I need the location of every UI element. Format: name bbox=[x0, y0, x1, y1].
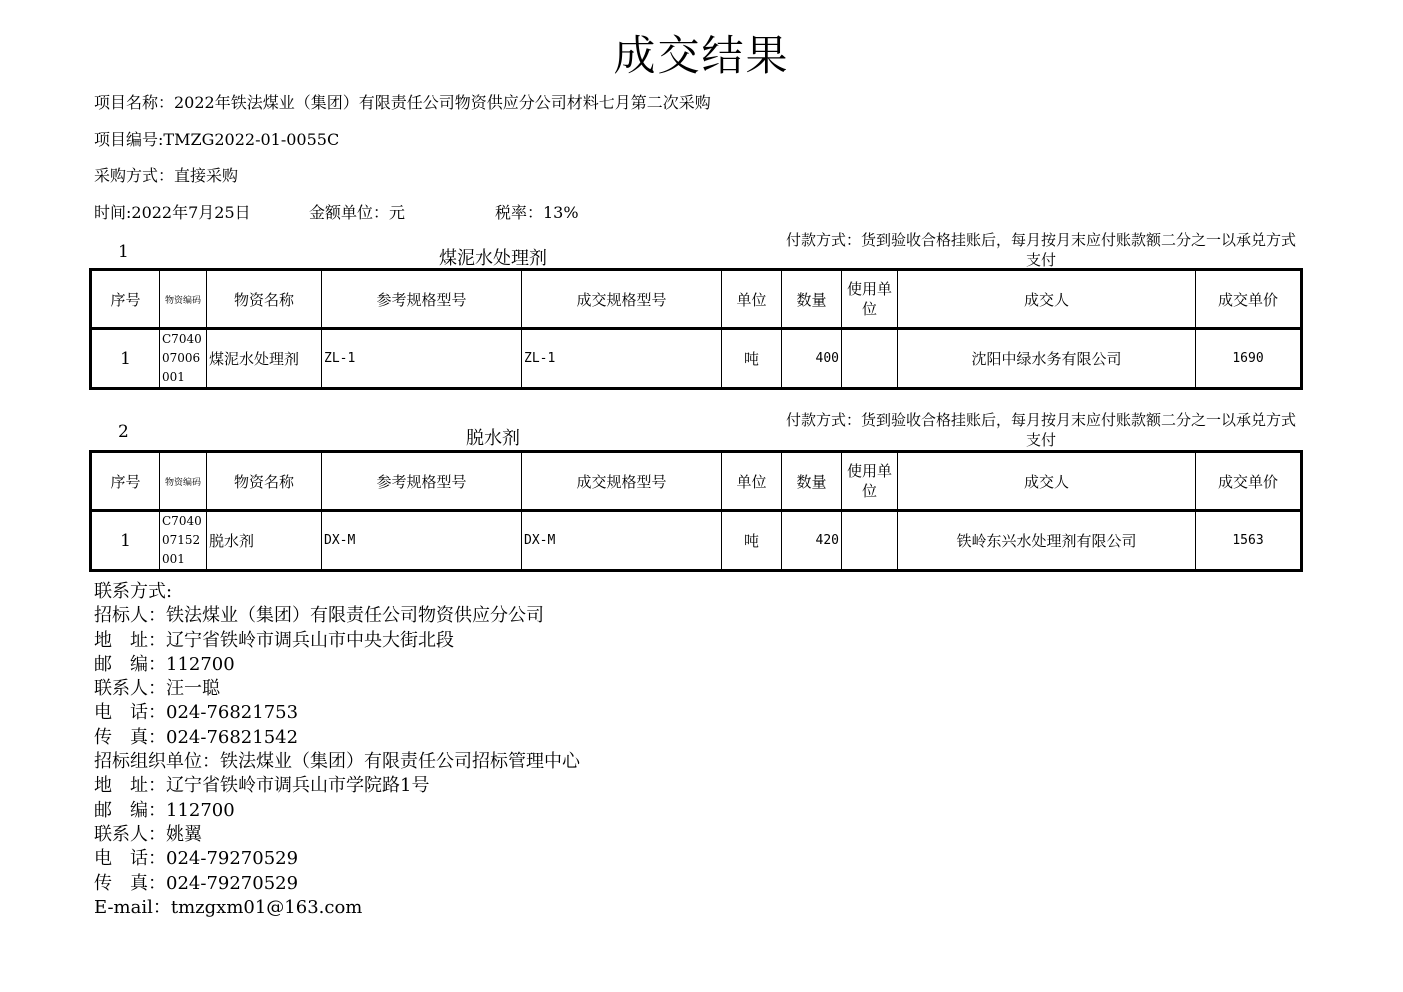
cell-unit: 吨 bbox=[722, 329, 782, 389]
payment-terms: 付款方式：货到验收合格挂账后，每月按月末应付账款额二分之一以承兑方式支付 bbox=[786, 411, 1297, 449]
contact-line: 联系人：姚翼 bbox=[94, 823, 202, 845]
cell-name: 煤泥水处理剂 bbox=[207, 329, 322, 389]
cell-ref-spec: DX-M bbox=[322, 511, 522, 571]
contact-line: 传 真：024-79270529 bbox=[94, 872, 299, 894]
contact-email: E-mail：tmzgxm01@163.com bbox=[94, 896, 363, 918]
cell-use-unit bbox=[842, 329, 898, 389]
cell-ref-spec: ZL-1 bbox=[322, 329, 522, 389]
contact-line: 电 话：024-76821753 bbox=[94, 702, 299, 724]
header-price: 成交单价 bbox=[1196, 270, 1302, 329]
contact-line: 传 真：024-76821542 bbox=[94, 726, 299, 748]
contact-line: 招标人：铁法煤业（集团）有限责任公司物资供应分公司 bbox=[94, 605, 544, 627]
cell-code: C704007006001 bbox=[160, 329, 207, 389]
contact-line: 邮 编：112700 bbox=[94, 799, 235, 821]
cell-name: 脱水剂 bbox=[207, 511, 322, 571]
header-winner: 成交人 bbox=[898, 452, 1196, 511]
header-ref-spec: 参考规格型号 bbox=[322, 452, 522, 511]
cell-price: 1690 bbox=[1196, 329, 1302, 389]
contact-line: 联系人：汪一聪 bbox=[94, 678, 220, 700]
project-number: 项目编号:TMZG2022-01-0055C bbox=[94, 130, 340, 149]
contact-block bbox=[94, 580, 580, 920]
contact-heading: 联系方式: bbox=[94, 581, 173, 602]
contact-line: 地 址：辽宁省铁岭市调兵山市学院路1号 bbox=[94, 775, 430, 797]
cell-qty: 420 bbox=[782, 511, 842, 571]
header-deal-spec: 成交规格型号 bbox=[522, 452, 722, 511]
section-title: 煤泥水处理剂 bbox=[439, 248, 547, 269]
header-qty: 数量 bbox=[782, 452, 842, 511]
cell-price: 1563 bbox=[1196, 511, 1302, 571]
header-code: 物资编码 bbox=[160, 452, 207, 511]
contact-line: 招标组织单位：铁法煤业（集团）有限责任公司招标管理中心 bbox=[94, 751, 580, 773]
contact-line: 地 址：辽宁省铁岭市调兵山市中央大街北段 bbox=[94, 629, 454, 651]
currency-unit: 金额单位：元 bbox=[309, 203, 406, 222]
section-title: 脱水剂 bbox=[466, 428, 520, 449]
cell-deal-spec: ZL-1 bbox=[522, 329, 722, 389]
cell-seq: 1 bbox=[91, 329, 160, 389]
header-winner: 成交人 bbox=[898, 270, 1196, 329]
header-use-unit: 使用单位 bbox=[842, 452, 898, 511]
cell-winner: 铁岭东兴水处理剂有限公司 bbox=[898, 511, 1196, 571]
result-table bbox=[89, 450, 1303, 572]
header-seq: 序号 bbox=[91, 452, 160, 511]
header-name: 物资名称 bbox=[207, 452, 322, 511]
contact-line: 电 话：024-79270529 bbox=[94, 848, 299, 870]
header-unit: 单位 bbox=[722, 270, 782, 329]
table-header-row bbox=[91, 452, 1302, 511]
cell-winner: 沈阳中绿水务有限公司 bbox=[898, 329, 1196, 389]
header-name: 物资名称 bbox=[207, 270, 322, 329]
table-row bbox=[91, 511, 1302, 571]
project-name: 项目名称：2022年铁法煤业（集团）有限责任公司物资供应分公司材料七月第二次采购 bbox=[94, 93, 711, 112]
cell-qty: 400 bbox=[782, 329, 842, 389]
cell-deal-spec: DX-M bbox=[522, 511, 722, 571]
header-deal-spec: 成交规格型号 bbox=[522, 270, 722, 329]
cell-code: C704007152001 bbox=[160, 511, 207, 571]
tax-rate: 税率：13% bbox=[495, 203, 579, 222]
section-number: 2 bbox=[118, 422, 129, 442]
cell-seq: 1 bbox=[91, 511, 160, 571]
section-number: 1 bbox=[118, 242, 129, 262]
result-table bbox=[89, 268, 1303, 390]
contact-line: 邮 编：112700 bbox=[94, 653, 235, 675]
header-code: 物资编码 bbox=[160, 270, 207, 329]
date: 时间:2022年7月25日 bbox=[94, 203, 251, 222]
cell-use-unit bbox=[842, 511, 898, 571]
table-row bbox=[91, 329, 1302, 389]
procurement-method: 采购方式：直接采购 bbox=[94, 166, 239, 185]
cell-unit: 吨 bbox=[722, 511, 782, 571]
header-ref-spec: 参考规格型号 bbox=[322, 270, 522, 329]
table-header-row bbox=[91, 270, 1302, 329]
page-title: 成交结果 bbox=[613, 31, 790, 80]
header-use-unit: 使用单位 bbox=[842, 270, 898, 329]
header-seq: 序号 bbox=[91, 270, 160, 329]
header-unit: 单位 bbox=[722, 452, 782, 511]
header-price: 成交单价 bbox=[1196, 452, 1302, 511]
header-qty: 数量 bbox=[782, 270, 842, 329]
payment-terms: 付款方式：货到验收合格挂账后，每月按月末应付账款额二分之一以承兑方式支付 bbox=[786, 231, 1297, 269]
